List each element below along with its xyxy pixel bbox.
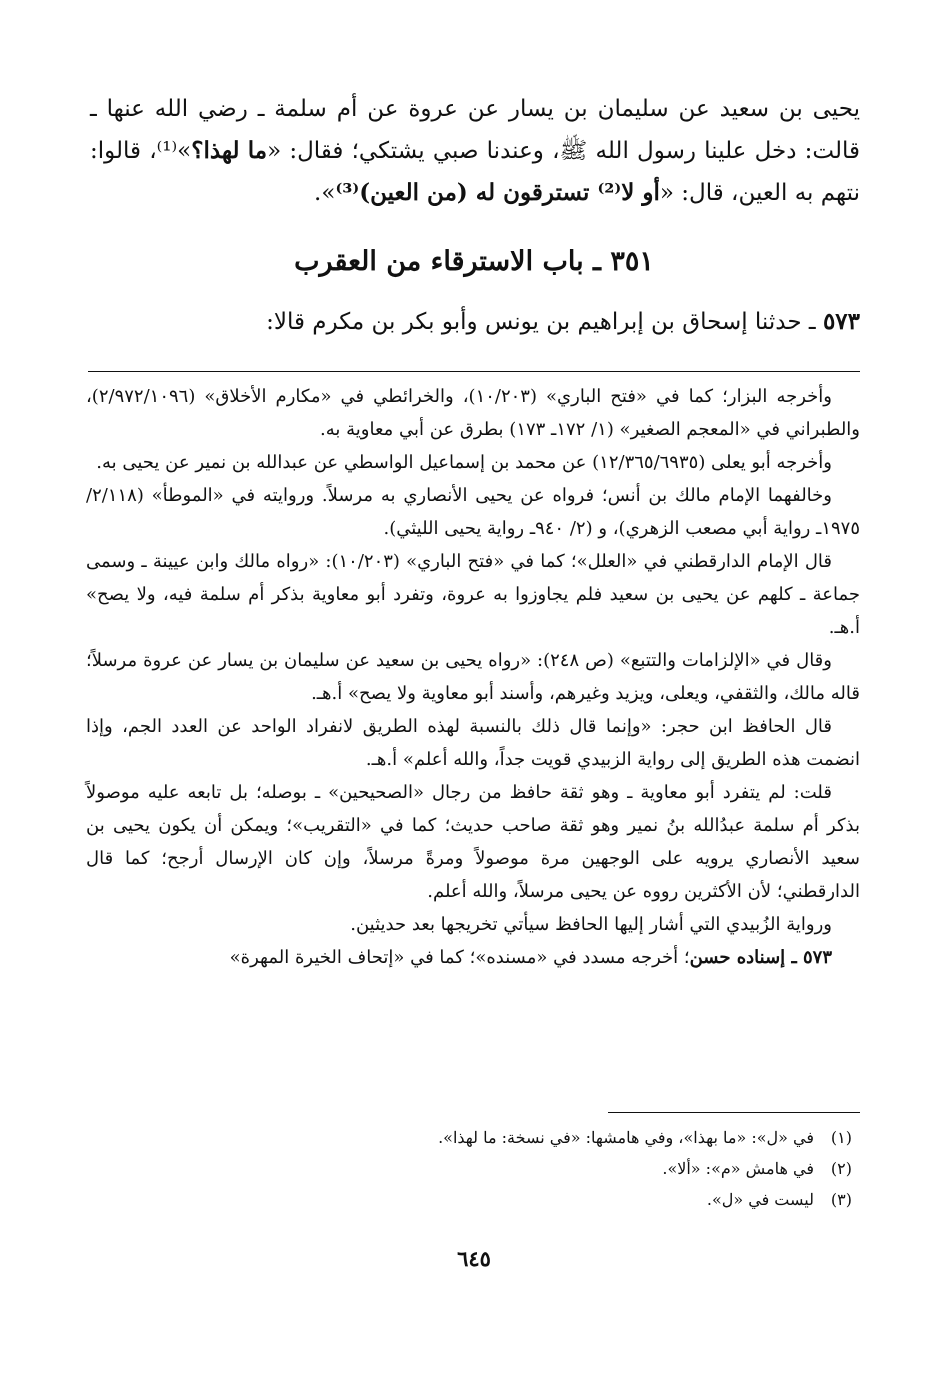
page-number: ٦٤٥	[457, 1246, 491, 1271]
footnote-divider	[608, 1112, 860, 1113]
note-paragraph-1: وأخرجه البزار؛ كما في «فتح الباري» (١٠/٢٠٣)، والخرائطي في «مكارم الأخلاق» (٢/٩٧٢/١٠٩٦)، والطبراني في «المعجم الصغير» (١/ ١٧٢ـ ١٧٣) بطرق عن أبي معاوية به.	[86, 386, 860, 440]
prophet-quote-part2: لهذا؟	[191, 137, 240, 164]
note-paragraph-9	[86, 941, 860, 974]
note-573-text: ؛ أخرجه مسدد في «مسنده»؛ كما في «إتحاف الخيرة المهرة»	[229, 947, 690, 968]
note-paragraph-4: قال الإمام الدارقطني في «العلل»؛ كما في «فتح الباري» (١٠/٢٠٣): «رواه مالك وابن عيينة ـ وسمى جماعة ـ كلهم عن يحيى بن سعيد فلم يجاوزوا به عروة، وتفرد أبو معاوية بذكر أم سلمة فيه، ولا يصح» أ.هـ.	[86, 551, 860, 638]
prophet-quote-part3: أو لا⁽²⁾ تسترقون له (من العين)⁽³⁾	[335, 179, 660, 206]
footnotes	[438, 1122, 852, 1215]
footnote-number: (٢)	[830, 1159, 852, 1178]
hadith-chain: ـ حدثنا إسحاق بن إبراهيم بن يونس وأبو بكر بن مكرم قالا:	[266, 309, 816, 335]
note-paragraph-3: وخالفهما الإمام مالك بن أنس؛ فرواه عن يحيى الأنصاري به مرسلاً. وروايته في «الموطأ» (٢/١١٨/ ١٩٧٥ـ رواية أبي مصعب الزهري)، و (٢/ ٩٤٠ـ رواية يحيى الليثي).	[86, 485, 860, 539]
footnote-text: ليست في «ل».	[706, 1190, 814, 1209]
hadith-line-3b: ».	[314, 180, 336, 206]
footnote-text: في هامش «م»: «ألا».	[662, 1159, 814, 1178]
footnote	[438, 1153, 852, 1184]
note-paragraph-8: ورواية الزُبيدي التي أشار إليها الحافظ سيأتي تخريجها بعد حديثين.	[350, 914, 832, 935]
note-573-grading: ٥٧٣ ـ إسناده حسن	[689, 947, 832, 968]
note-paragraph-7: قلت: لم يتفرد أبو معاوية ـ وهو ثقة حافظ من رجال «الصحيحين» ـ بوصله؛ بل تابعه عليه موصولاً بذكر أم سلمة عبدُالله بنُ نمير وهو ثقة صاحب حديث؛ كما في «التقريب»؛ ويمكن أن يكون يحيى بن سعيد الأنصاري يرويه على الوجهين مرة موصولاً ومرةً مرسلاً، وإن كان الإرسال أرجح؛ كما قال الدارقطني؛ لأن الأكثرين رووه عن يحيى مرسلاً، والله أعلم.	[86, 782, 860, 902]
hadith-text	[90, 88, 860, 214]
footnote	[438, 1184, 852, 1215]
note-paragraph-2: وأخرجه أبو يعلى (١٢/٣٦٥/٦٩٣٥) عن محمد بن إسماعيل الواسطي عن عبدالله بن نمير عن يحيى به.	[96, 452, 832, 473]
hadith-573-opening	[90, 302, 860, 342]
hadith-line-1: يحيى بن سعيد عن سليمان بن يسار عن عروة عن أم سلمة ـ رضي الله	[154, 96, 860, 122]
prophet-quote-part1: ما	[247, 137, 268, 164]
hadith-number: ٥٧٣	[822, 308, 860, 335]
footnote	[438, 1122, 852, 1153]
notes-divider	[88, 371, 860, 372]
footnote-number: (١)	[830, 1128, 852, 1147]
footnote-text: في «ل»: «ما بهذا»، وفي هامشها: «في نسخة: ما لهذا».	[438, 1128, 814, 1147]
footnote-number: (٣)	[830, 1190, 852, 1209]
note-paragraph-5: وقال في «الإلزامات والتتبع» (ص ٢٤٨): «رواه يحيى بن سعيد عن سليمان بن يسار عن عروة مرسلاً؛ قاله مالك، والثقفي، ويعلى، ويزيد وغيرهم، وأسند أبو معاوية ولا يصح» أ.هـ.	[86, 650, 860, 704]
chapter-heading: ٣٥١ ـ باب الاسترقاء من العقرب	[294, 246, 654, 277]
commentary	[86, 380, 860, 974]
hadith-line-2: عنها ـ قالت: دخل علينا رسول الله ﷺ، وعندنا صبي يشتكي؛ فقال: «	[90, 96, 860, 164]
hadith-line-3a: »⁽¹⁾، قالوا: نتهم به العين، قال: «	[90, 138, 860, 206]
note-paragraph-6: قال الحافظ ابن حجر: «وإنما قال ذلك بالنسبة لهذه الطريق لانفراد الواحد عن العدد الجم، وإذا انضمت هذه الطريق إلى رواية الزبيدي قويت جداً، والله أعلم» أ.هـ.	[86, 716, 860, 770]
